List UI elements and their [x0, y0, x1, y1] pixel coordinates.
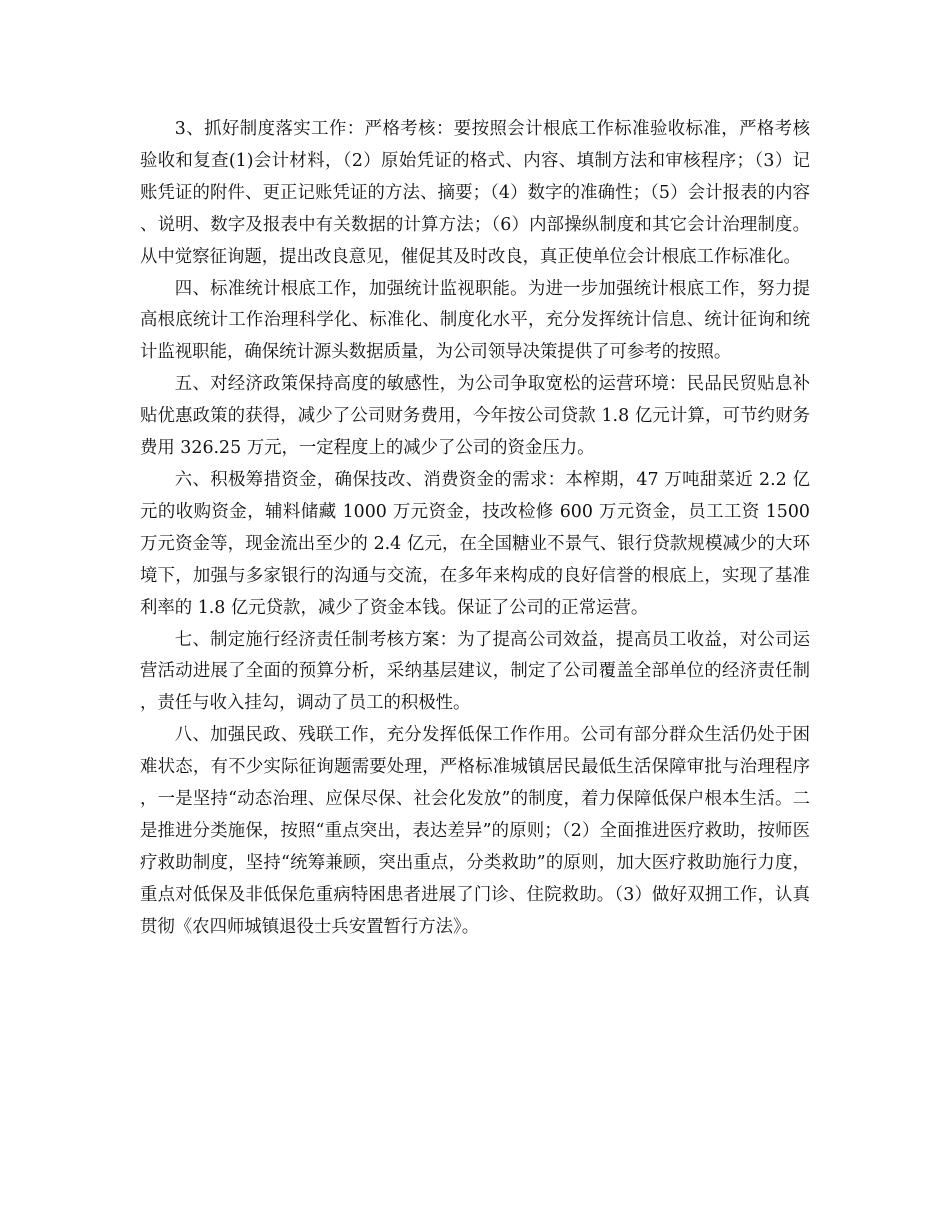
paragraph-economic-policy: 五、对经济政策保持高度的敏感性，为公司争取宽松的运营环境：民品民贸贴息补贴优惠政策的获得，减少了公司财务费用，今年按公司贷款 1.8 亿元计算，可节约财务费用 326.25 万元，一定程度上的减少了公司的资金压力。 [140, 374, 810, 459]
document-body [140, 114, 810, 944]
paragraph-responsibility-system: 七、制定施行经济责任制考核方案：为了提高公司效益，提高员工收益，对公司运营活动进展了全面的预算分析，采纳基层建议，制定了公司覆盖全部单位的经济责任制，责任与收入挂勾，调动了员工的积极性。 [140, 629, 810, 714]
paragraph-fund-raising: 六、积极筹措资金，确保技改、消费资金的需求：本榨期，47 万吨甜菜近 2.2 亿元的收购资金，辅料储藏 1000 万元资金，技改检修 600 万元资金，员工工资 1500 万元资金等，现金流出至少的 2.4 亿元，在全国糖业不景气、银行贷款规模减少的大环境下，加强与多家银行的沟通与交流，在多年来构成的良好信誉的根底上，实现了基准利率的 1.8 亿元贷款，减少了资金本钱。保证了公司的正常运营。 [140, 469, 810, 618]
paragraph-accounting-system: 3、抓好制度落实工作：严格考核：要按照会计根底工作标准验收标准，严格考核验收和复查(1)会计材料，（2）原始凭证的格式、内容、填制方法和审核程序；（3）记账凭证的附件、更正记账凭证的方法、摘要；（4）数字的准确性；（5）会计报表的内容、说明、数字及报表中有关数据的计算方法；（6）内部操纵制度和其它会计治理制度。从中觉察征询题，提出改良意见，催促其及时改良，真正使单位会计根底工作标准化。 [140, 119, 810, 267]
paragraph-statistics-work: 四、标准统计根底工作，加强统计监视职能。为进一步加强统计根底工作，努力提高根底统计工作治理科学化、标准化、制度化水平，充分发挥统计信息、统计征询和统计监视职能，确保统计源头数据质量，为公司领导决策提供了可参考的按照。 [140, 278, 810, 363]
paragraph-civil-affairs: 八、加强民政、残联工作，充分发挥低保工作作用。公司有部分群众生活仍处于困难状态，有不少实际征询题需要处理，严格标准城镇居民最低生活保障审批与治理程序，一是坚持“动态治理、应保尽保、社会化发放”的制度，着力保障低保户根本生活。二是推进分类施保，按照“重点突出，表达差异”的原则；（2）全面推进医疗救助，按师医疗救助制度，坚持“统筹兼顾，突出重点，分类救助”的原则，加大医疗救助施行力度，重点对低保及非低保危重病特困患者进展了门诊、住院救助。（3）做好双拥工作，认真贯彻《农四师城镇退役士兵安置暂行方法》。 [140, 725, 810, 937]
